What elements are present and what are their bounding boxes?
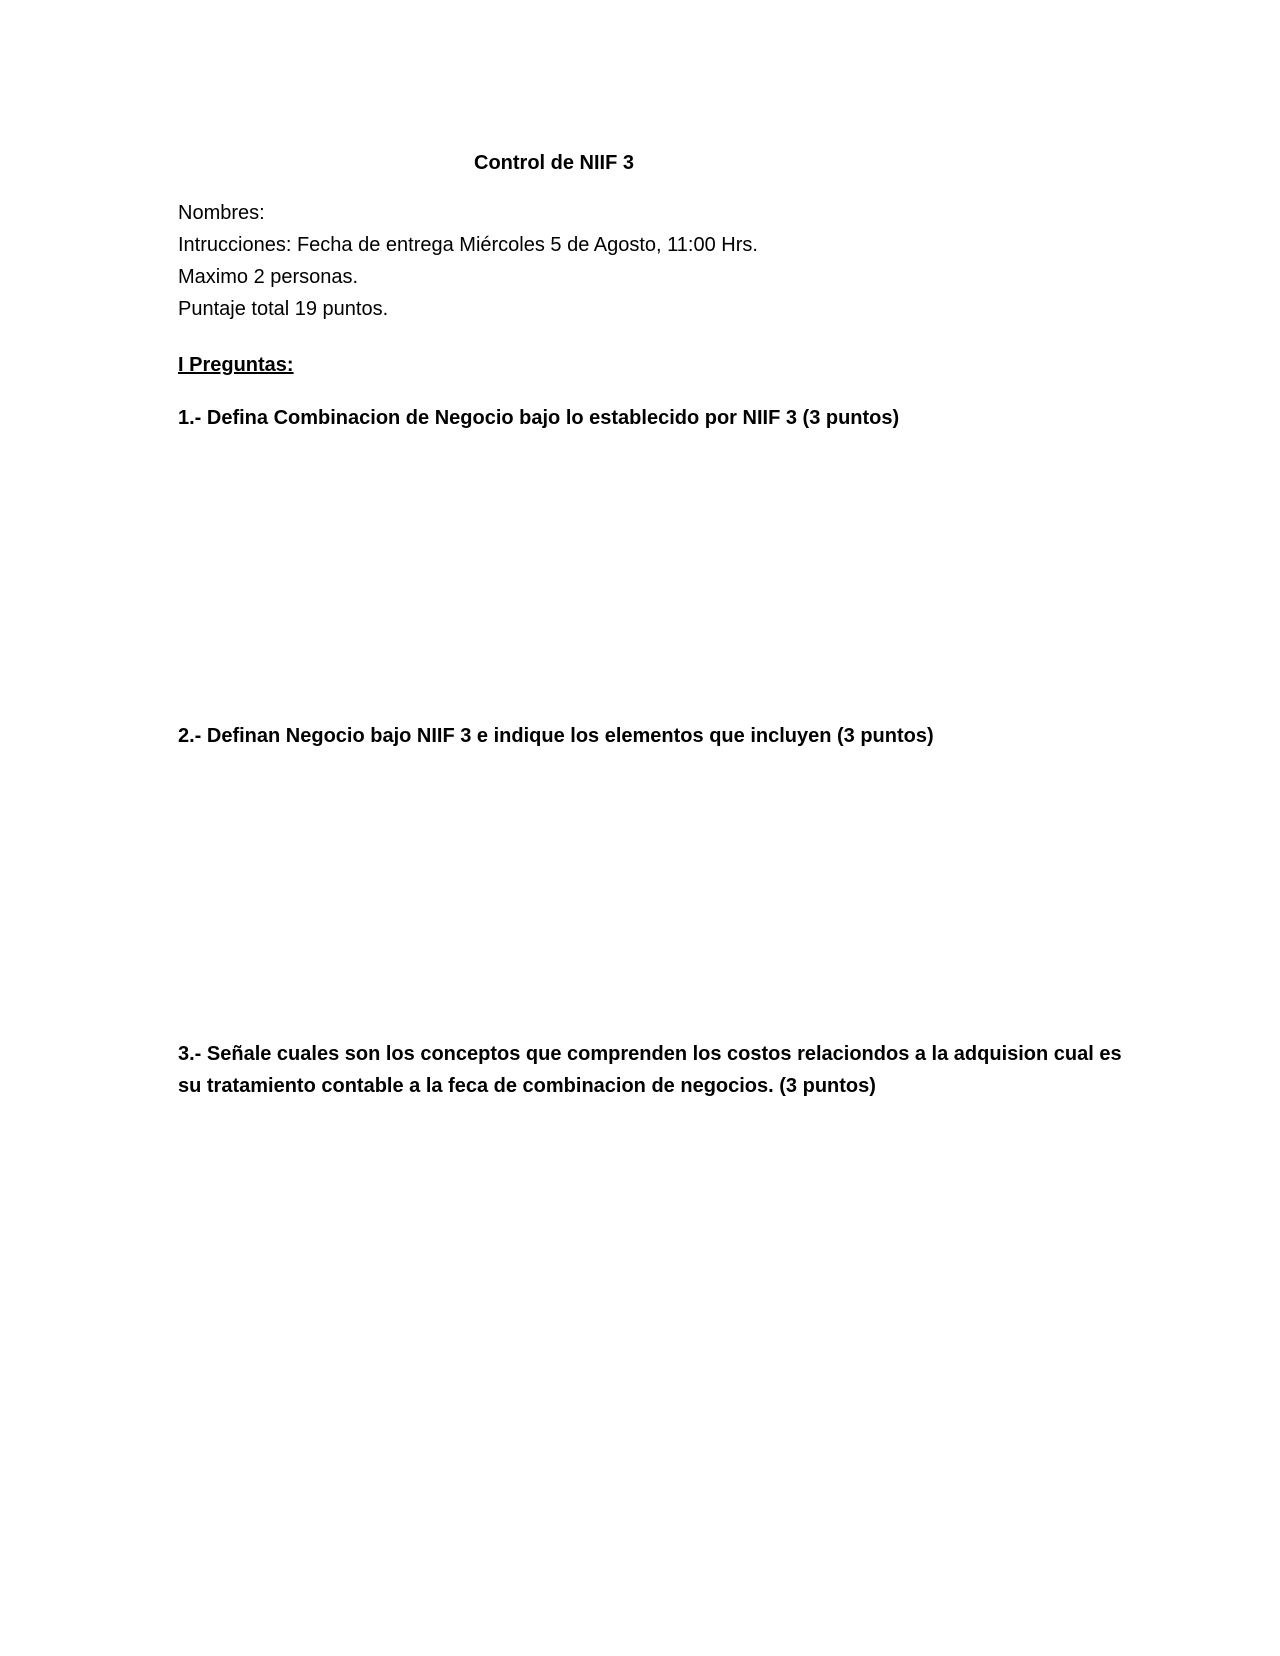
- total-score-line: Puntaje total 19 puntos.: [178, 298, 389, 320]
- question-2: 2.- Definan Negocio bajo NIIF 3 e indique los elementos que incluyen (3 puntos): [178, 725, 934, 747]
- names-line: Nombres:: [178, 202, 265, 224]
- max-people-line: Maximo 2 personas.: [178, 266, 359, 288]
- question-3-line-2: su tratamiento contable a la feca de combinacion de negocios. (3 puntos): [178, 1075, 876, 1097]
- question-3-line-1: 3.- Señale cuales son los conceptos que comprenden los costos relaciondos a la adquision cual es: [178, 1043, 1122, 1065]
- instructions-line: Intrucciones: Fecha de entrega Miércoles 5 de Agosto, 11:00 Hrs.: [178, 234, 758, 256]
- section-heading: I Preguntas:: [178, 354, 294, 376]
- question-1: 1.- Defina Combinacion de Negocio bajo lo establecido por NIIF 3 (3 puntos): [178, 407, 900, 429]
- page-title: Control de NIIF 3: [474, 152, 634, 174]
